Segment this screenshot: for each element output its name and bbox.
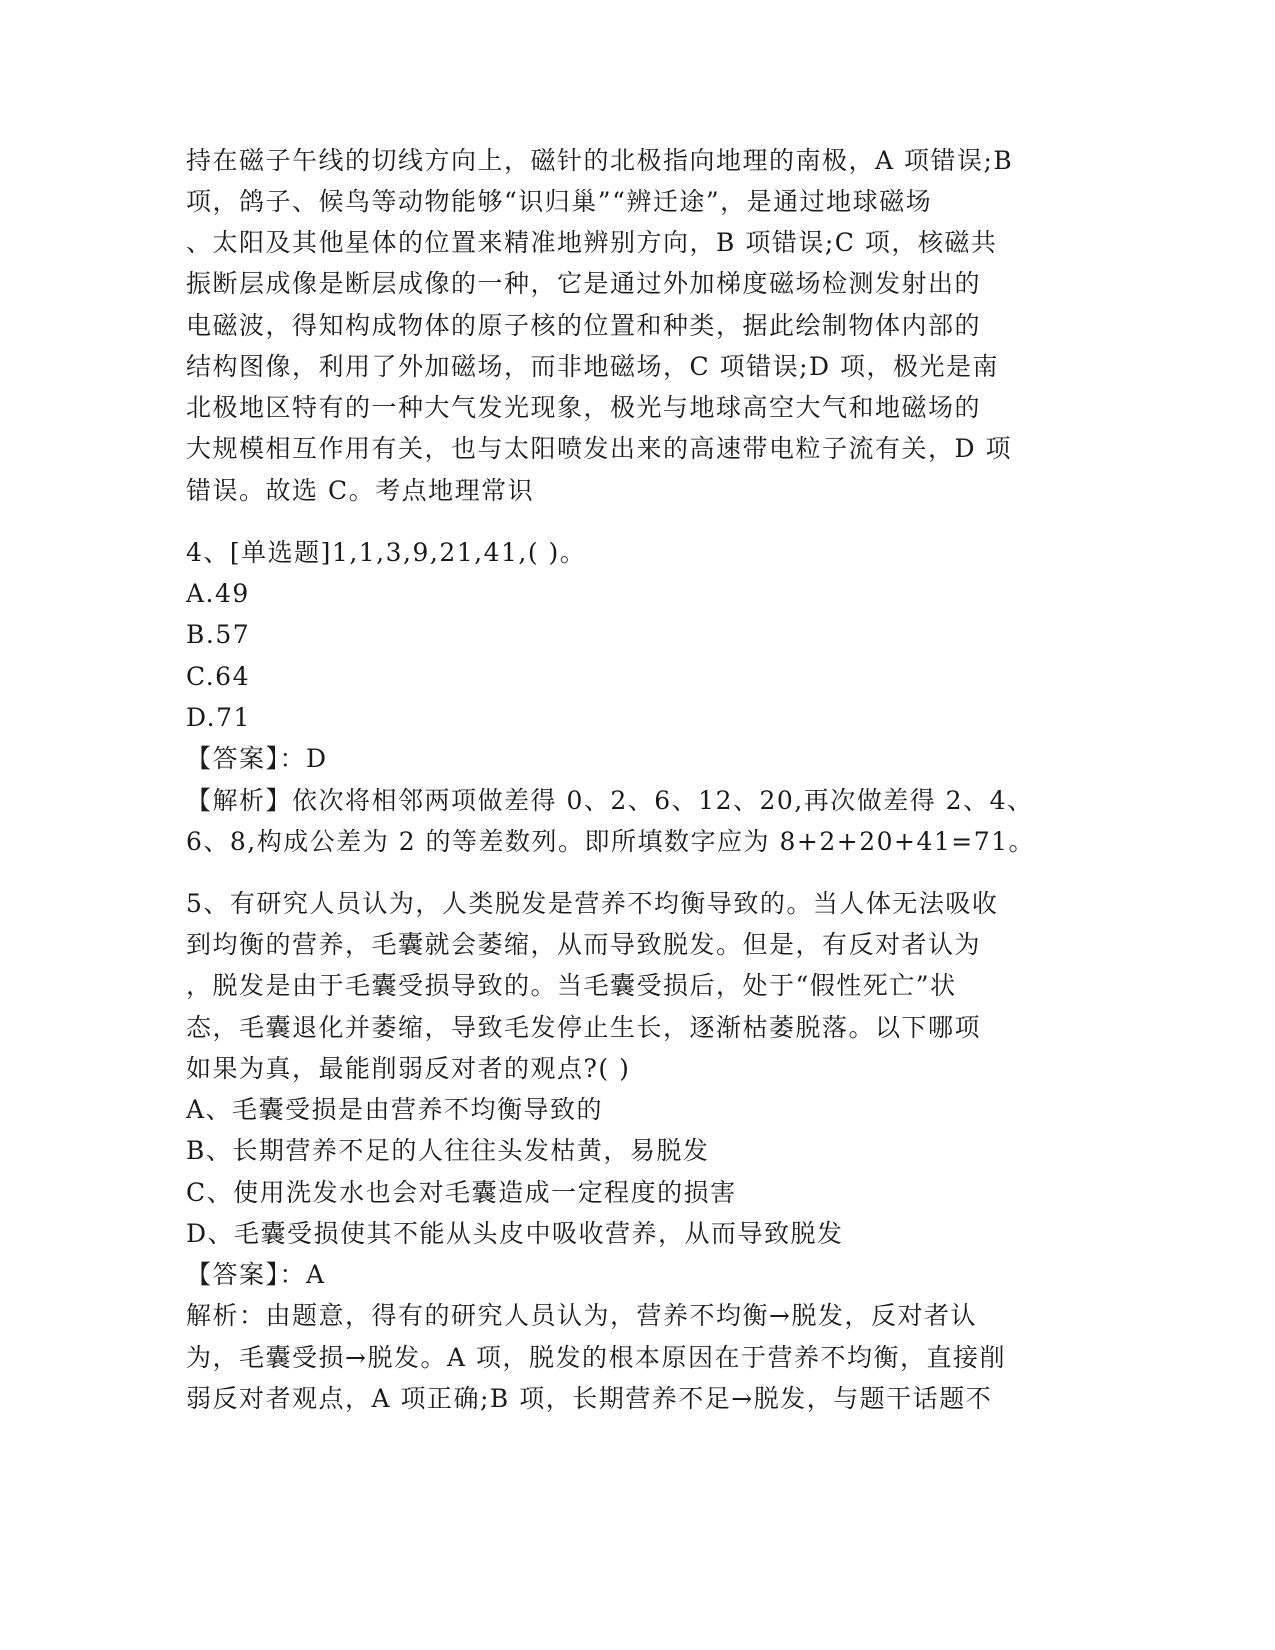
- explanation-line: 电磁波，得知构成物体的原子核的位置和种类，据此绘制物体内部的: [186, 311, 982, 340]
- question-5-analysis-line: 弱反对者观点，A 项正确;B 项，长期营养不足→脱发，与题干话题不: [186, 1384, 993, 1413]
- question-4-answer: 【答案】：D: [186, 744, 328, 773]
- question-5-stem-line: ，脱发是由于毛囊受损导致的。当毛囊受损后，处于“假性死亡”状: [186, 971, 957, 1000]
- question-5-stem-line: 态，毛囊退化并萎缩，导致毛发停止生长，逐渐枯萎脱落。以下哪项: [186, 1013, 982, 1042]
- question-5-stem-line: 如果为真，最能削弱反对者的观点?( ): [186, 1054, 631, 1083]
- question-5-option-b: B、长期营养不足的人往往头发枯黄，易脱发: [186, 1136, 710, 1165]
- question-5-option-a: A、毛囊受损是由营养不均衡导致的: [186, 1095, 604, 1124]
- explanation-line: 持在磁子午线的切线方向上，磁针的北极指向地理的南极，A 项错误;B: [186, 146, 1014, 175]
- explanation-line: 错误。故选 C。考点地理常识: [186, 476, 535, 505]
- explanation-line: 振断层成像是断层成像的一种，它是通过外加梯度磁场检测发射出的: [186, 269, 982, 298]
- question-5-stem-line: 到均衡的营养，毛囊就会萎缩，从而导致脱发。但是，有反对者认为: [186, 930, 982, 959]
- question-4-option-a: A.49: [186, 579, 250, 608]
- question-5-analysis-line: 解析：由题意，得有的研究人员认为，营养不均衡→脱发，反对者认: [186, 1301, 977, 1330]
- question-4-option-b: B.57: [186, 620, 251, 649]
- question-5-option-d: D、毛囊受损使其不能从头皮中吸收营养，从而导致脱发: [186, 1219, 844, 1248]
- question-4-analysis-line: 6、8,构成公差为 2 的等差数列。即所填数字应为 8+2+20+41=71。: [186, 827, 1036, 856]
- question-5-answer: 【答案】：A: [186, 1260, 326, 1289]
- explanation-line: 、太阳及其他星体的位置来精准地辨别方向，B 项错误;C 项，核磁共: [186, 228, 998, 257]
- question-4-option-c: C.64: [186, 662, 250, 691]
- question-5-option-c: C、使用洗发水也会对毛囊造成一定程度的损害: [186, 1178, 737, 1207]
- explanation-line: 结构图像，利用了外加磁场，而非地磁场，C 项错误;D 项，极光是南: [186, 352, 999, 381]
- question-5-stem-line: 5、有研究人员认为，人类脱发是营养不均衡导致的。当人体无法吸收: [186, 889, 999, 918]
- question-4-analysis-line: 【解析】依次将相邻两项做差得 0、2、6、12、20,再次做差得 2、4、: [186, 786, 1034, 815]
- question-5-analysis-line: 为，毛囊受损→脱发。A 项，脱发的根本原因在于营养不均衡，直接削: [186, 1343, 1006, 1372]
- explanation-line: 项，鸽子、候鸟等动物能够“识归巢”“辨迁途”，是通过地球磁场: [186, 187, 933, 216]
- question-4-stem: 4、[单选题]1,1,3,9,21,41,( )。: [186, 538, 587, 567]
- explanation-line: 大规模相互作用有关，也与太阳喷发出来的高速带电粒子流有关，D 项: [186, 434, 1012, 463]
- explanation-line: 北极地区特有的一种大气发光现象，极光与地球高空大气和地磁场的: [186, 393, 982, 422]
- question-4-option-d: D.71: [186, 703, 251, 732]
